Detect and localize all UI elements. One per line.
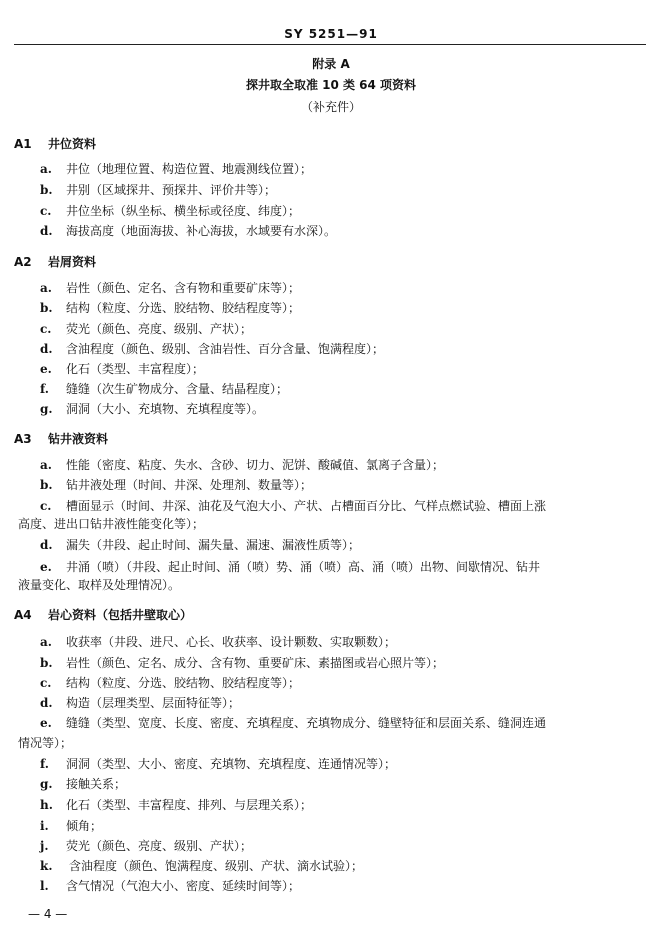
appendix-title: 探井取全取准 10 类 64 项资料 bbox=[245, 78, 417, 92]
item-text: 结构（粒度、分选、胶结物、胶结程度等）； bbox=[66, 301, 301, 315]
list-item bbox=[40, 497, 546, 514]
item-marker: b. bbox=[40, 301, 53, 315]
list-item bbox=[40, 837, 252, 854]
list-item bbox=[40, 360, 204, 377]
section-title: 岩心资料（包括井壁取心） bbox=[48, 608, 193, 622]
item-marker: k. bbox=[40, 859, 53, 873]
item-marker: c. bbox=[40, 322, 52, 336]
item-marker: i. bbox=[40, 819, 49, 833]
item-marker: f. bbox=[40, 382, 49, 396]
item-marker: d. bbox=[40, 342, 53, 356]
list-item bbox=[40, 181, 276, 198]
item-marker: c. bbox=[40, 499, 52, 513]
item-text: 井位坐标（纵坐标、横坐标或径度、纬度）； bbox=[66, 204, 301, 218]
item-text: 岩性（颜色、定名、成分、含有物、重要矿床、素描图或岩心照片等）； bbox=[66, 656, 445, 670]
item-text: 钻井液处理（时间、井深、处理剂、数量等）； bbox=[66, 478, 313, 492]
list-item bbox=[40, 674, 300, 691]
item-text: 构造（层理类型、层面特征等）； bbox=[66, 696, 241, 710]
item-marker: a. bbox=[40, 281, 52, 295]
item-text: 含气情况（气泡大小、密度、延续时间等）； bbox=[66, 879, 301, 893]
item-marker: e. bbox=[40, 716, 52, 730]
section-number: A1 bbox=[14, 137, 32, 151]
item-text: 井涌（喷）（井段、起止时间、涌（喷）势、涌（喷）高、涌（喷）出物、间歇情况、钻井 bbox=[66, 560, 541, 574]
item-text: 接触关系； bbox=[66, 777, 127, 791]
item-text: 荧光（颜色、亮度、级别、产状）； bbox=[66, 322, 253, 336]
item-text: 含油程度（颜色、饱满程度、级别、产状、滴水试验）； bbox=[69, 859, 364, 873]
appendix-note: （补充件） bbox=[300, 100, 361, 114]
item-text: 洞洞（类型、大小、密度、充填物、充填程度、连通情况等）； bbox=[66, 757, 397, 771]
item-marker: f. bbox=[40, 757, 49, 771]
item-marker: g. bbox=[40, 777, 53, 791]
list-item-continuation: 情况等）； bbox=[18, 736, 73, 750]
item-text: 结构（粒度、分选、胶结物、胶结程度等）； bbox=[66, 676, 301, 690]
list-item bbox=[40, 202, 300, 219]
list-item bbox=[40, 817, 102, 834]
item-text: 漏失（井段、起止时间、漏失量、漏速、漏液性质等）； bbox=[66, 538, 361, 552]
item-marker: d. bbox=[40, 538, 53, 552]
section-number: A2 bbox=[14, 255, 32, 269]
item-text: 倾角； bbox=[66, 819, 103, 833]
header-rule bbox=[14, 44, 646, 45]
list-item bbox=[40, 160, 312, 177]
item-text: 井位（地理位置、构造位置、地震测线位置）； bbox=[66, 162, 313, 176]
list-item bbox=[40, 320, 252, 337]
list-item bbox=[40, 857, 363, 874]
list-item bbox=[40, 633, 396, 650]
section-title: 岩屑资料 bbox=[48, 255, 97, 269]
section-number: A3 bbox=[14, 432, 32, 446]
section-heading-a2 bbox=[14, 253, 96, 270]
item-marker: b. bbox=[40, 183, 53, 197]
item-marker: d. bbox=[40, 696, 53, 710]
list-item-continuation: 高度、进出口钻井液性能变化等）； bbox=[18, 517, 205, 531]
list-item bbox=[40, 558, 540, 575]
list-item bbox=[40, 340, 384, 357]
item-text: 洞洞（大小、充填物、充填程度等）。 bbox=[66, 402, 265, 416]
item-marker: h. bbox=[40, 798, 53, 812]
list-item bbox=[40, 456, 444, 473]
list-item bbox=[40, 222, 336, 239]
list-item bbox=[40, 694, 240, 711]
appendix-label: 附录 A bbox=[312, 57, 350, 71]
section-title: 钻井液资料 bbox=[48, 432, 109, 446]
section-title: 井位资料 bbox=[48, 137, 97, 151]
list-item bbox=[40, 380, 288, 397]
section-heading-a4 bbox=[14, 606, 192, 623]
item-marker: e. bbox=[40, 560, 52, 574]
item-marker: d. bbox=[40, 224, 53, 238]
item-text: 含油程度（颜色、级别、含油岩性、百分含量、饱满程度）； bbox=[66, 342, 385, 356]
item-marker: c. bbox=[40, 676, 52, 690]
list-item bbox=[40, 279, 300, 296]
item-marker: b. bbox=[40, 656, 53, 670]
item-marker: a. bbox=[40, 162, 52, 176]
list-item bbox=[40, 400, 264, 417]
item-text: 性能（密度、粘度、失水、含砂、切力、泥饼、酸碱值、氯离子含量）； bbox=[66, 458, 445, 472]
list-item bbox=[40, 299, 300, 316]
list-item bbox=[40, 796, 312, 813]
list-item bbox=[40, 476, 312, 493]
item-marker: j. bbox=[40, 839, 49, 853]
item-text: 井别（区域探井、预探井、评价井等）； bbox=[66, 183, 277, 197]
list-item bbox=[40, 755, 396, 772]
item-text: 化石（类型、丰富程度、排列、与层理关系）； bbox=[66, 798, 313, 812]
item-marker: c. bbox=[40, 204, 52, 218]
list-item-continuation: 液量变化、取样及处理情况）。 bbox=[18, 578, 181, 592]
item-text: 收获率（井段、进尺、心长、收获率、设计颗数、实取颗数）； bbox=[66, 635, 397, 649]
item-text: 岩性（颜色、定名、含有物和重要矿床等）； bbox=[66, 281, 301, 295]
list-item bbox=[40, 877, 300, 894]
section-heading-a1 bbox=[14, 135, 96, 152]
item-text: 缝缝（类型、宽度、长度、密度、充填程度、充填物成分、缝壁特征和层面关系、缝洞连通 bbox=[66, 716, 547, 730]
item-marker: g. bbox=[40, 402, 53, 416]
item-marker: e. bbox=[40, 362, 52, 376]
item-marker: l. bbox=[40, 879, 49, 893]
list-item bbox=[40, 775, 126, 792]
list-item bbox=[40, 654, 444, 671]
list-item bbox=[40, 536, 360, 553]
item-text: 缝缝（次生矿物成分、含量、结晶程度）； bbox=[66, 382, 289, 396]
section-heading-a3 bbox=[14, 430, 108, 447]
item-text: 化石（类型、丰富程度）； bbox=[66, 362, 205, 376]
list-item bbox=[40, 714, 546, 731]
section-number: A4 bbox=[14, 608, 32, 622]
item-marker: a. bbox=[40, 458, 52, 472]
item-marker: b. bbox=[40, 478, 53, 492]
item-text: 海拔高度（地面海拔、补心海拔，水域要有水深）。 bbox=[66, 224, 337, 238]
item-text: 槽面显示（时间、井深、油花及气泡大小、产状、占槽面百分比、气样点燃试验、槽面上涨 bbox=[66, 499, 547, 513]
page-header-code: SY 5251—91 bbox=[284, 27, 378, 41]
item-marker: a. bbox=[40, 635, 52, 649]
page-number: — 4 — bbox=[28, 907, 68, 921]
item-text: 荧光（颜色、亮度、级别、产状）； bbox=[66, 839, 253, 853]
